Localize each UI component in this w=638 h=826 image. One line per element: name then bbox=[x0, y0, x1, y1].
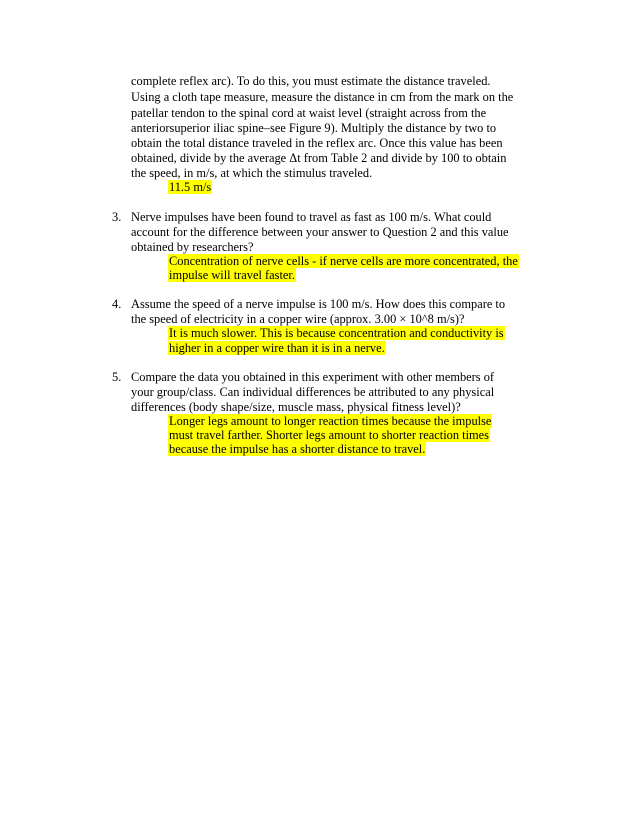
continuation-line: anteriorsuperior iliac spine–see Figure 9). Multiply the distance by two to bbox=[131, 121, 497, 135]
question-line: the speed of electricity in a copper wire (approx. 3.00 × 10^8 m/s)? bbox=[131, 312, 465, 326]
continuation-line: complete reflex arc). To do this, you must estimate the distance traveled. bbox=[131, 74, 491, 88]
continuation-line: obtain the total distance traveled in the reflex arc. Once this value has been bbox=[131, 136, 503, 150]
answer-highlight: It is much slower. This is because concentration and conductivity is bbox=[169, 326, 504, 340]
continuation-line: obtained, divide by the average Δt from Table 2 and divide by 100 to obtain bbox=[131, 151, 507, 165]
question-number: 3. bbox=[112, 210, 122, 224]
answer-line bbox=[168, 341, 386, 356]
continuation-line: patellar tendon to the spinal cord at waist level (straight across from the bbox=[131, 106, 487, 120]
answer-line bbox=[168, 326, 505, 341]
question-line: Compare the data you obtained in this experiment with other members of bbox=[131, 370, 495, 384]
answer-highlight: must travel farther. Shorter legs amount to shorter reaction times bbox=[169, 428, 490, 442]
answer-highlight: higher in a copper wire than it is in a nerve. bbox=[169, 341, 385, 355]
answer-line bbox=[168, 268, 296, 283]
question-line: account for the difference between your answer to Question 2 and this value bbox=[131, 225, 509, 239]
answer-highlight: impulse will travel faster. bbox=[169, 268, 295, 282]
continuation-line: the speed, in m/s, at which the stimulus traveled. bbox=[131, 166, 373, 180]
question-line: Nerve impulses have been found to travel as fast as 100 m/s. What could bbox=[131, 210, 492, 224]
answer-line bbox=[168, 442, 426, 457]
question-line: differences (body shape/size, muscle mass, physical fitness level)? bbox=[131, 400, 461, 414]
answer-line bbox=[168, 180, 212, 195]
continuation-line: Using a cloth tape measure, measure the distance in cm from the mark on the bbox=[131, 90, 514, 104]
question-number: 5. bbox=[112, 370, 122, 384]
answer-highlight: Longer legs amount to longer reaction times because the impulse bbox=[169, 414, 492, 428]
answer-highlight: Concentration of nerve cells - if nerve cells are more concentrated, the bbox=[169, 254, 518, 268]
answer-highlight: because the impulse has a shorter distance to travel. bbox=[169, 442, 426, 456]
question-line: your group/class. Can individual differences be attributed to any physical bbox=[131, 385, 495, 399]
answer-line bbox=[168, 254, 519, 269]
answer-highlight: 11.5 m/s bbox=[169, 180, 212, 194]
question-line: obtained by researchers? bbox=[131, 240, 254, 254]
question-number: 4. bbox=[112, 297, 122, 311]
answer-line bbox=[168, 428, 490, 443]
question-line: Assume the speed of a nerve impulse is 100 m/s. How does this compare to bbox=[131, 297, 506, 311]
answer-line bbox=[168, 414, 492, 429]
